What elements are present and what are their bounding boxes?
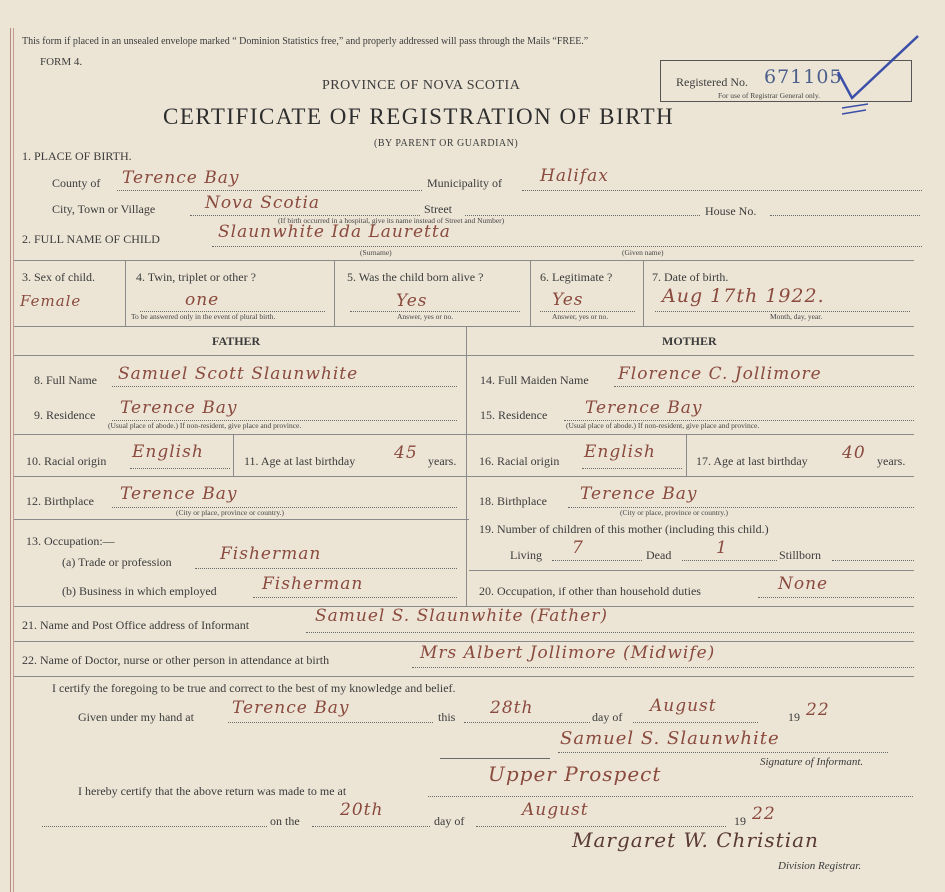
legitimate-value: Yes: [552, 290, 584, 310]
dead-label: Dead: [646, 548, 672, 562]
doctor-label: 22. Name of Doctor, nurse or other person in attendance at birth: [22, 653, 330, 667]
dead-value: 1: [716, 538, 728, 558]
county-label: County of: [52, 176, 101, 190]
rule: [14, 519, 469, 520]
sex-label: 3. Sex of child.: [22, 270, 95, 284]
mother-age-label: 17. Age at last birthday: [696, 454, 808, 468]
business-line: [253, 597, 457, 598]
registrar-caption: Division Registrar.: [778, 860, 862, 872]
alive-value: Yes: [396, 291, 428, 311]
page-subtitle: (BY PARENT OR GUARDIAN): [374, 138, 519, 149]
signature-caption: Signature of Informant.: [760, 756, 864, 768]
father-years: years.: [428, 454, 457, 468]
street-note: (If birth occurred in a hospital, give its name instead of Street and Number): [278, 216, 505, 225]
municipality-label: Municipality of: [427, 176, 502, 190]
municipality-value: Halifax: [540, 166, 609, 186]
day-line: [464, 722, 590, 723]
dob-label: 7. Date of birth.: [652, 270, 729, 284]
registrar-month-line: [476, 826, 726, 827]
informant-label: 21. Name and Post Office address of Informant: [22, 618, 250, 632]
mother-racial-line: [582, 468, 682, 469]
informant-value: Samuel S. Slaunwhite (Father): [315, 606, 608, 626]
father-name-value: Samuel Scott Slaunwhite: [118, 364, 359, 384]
informant-signature: Samuel S. Slaunwhite: [560, 728, 780, 749]
surname-note: (Surname): [360, 248, 392, 257]
living-label: Living: [510, 548, 542, 562]
registrar-month: August: [522, 800, 589, 820]
father-birthplace-value: Terence Bay: [120, 484, 238, 504]
city-value: Nova Scotia: [205, 193, 321, 213]
margin-line: [10, 28, 11, 892]
alive-note: Answer, yes or no.: [397, 312, 454, 321]
father-residence-value: Terence Bay: [120, 398, 238, 418]
form-number: FORM 4.: [40, 56, 83, 68]
registrar-signature: Margaret W. Christian: [572, 828, 819, 852]
informant-line: [306, 632, 914, 633]
stillborn-label: Stillborn: [779, 548, 822, 562]
house-line: [770, 215, 920, 216]
rule: [14, 434, 914, 435]
rule: [643, 260, 644, 326]
mother-birthplace-label: 18. Birthplace: [479, 494, 547, 508]
check-mark-icon: [830, 30, 925, 120]
father-age-label: 11. Age at last birthday: [244, 454, 356, 468]
mother-racial-value: English: [584, 442, 656, 462]
registrar-day: 20th: [340, 800, 384, 820]
city-label: City, Town or Village: [52, 202, 156, 216]
doctor-line: [412, 667, 914, 668]
dob-value: Aug 17th 1922.: [662, 285, 825, 307]
given-place-line: [228, 722, 433, 723]
registrar-year: 22: [752, 804, 776, 824]
postal-notice: This form if placed in an unsealed envelope marked “ Dominion Statistics free,” and properly addressed will pass through the Mails “FREE.”: [22, 36, 589, 47]
father-racial-value: English: [132, 442, 204, 462]
given-month: August: [650, 696, 717, 716]
rule: [14, 676, 914, 677]
father-residence-note: (Usual place of abode.) If non-resident, give place and province.: [108, 421, 302, 430]
rule: [14, 476, 914, 477]
stillborn-line: [832, 560, 914, 561]
doctor-value: Mrs Albert Jollimore (Midwife): [420, 643, 716, 663]
rule: [530, 260, 531, 326]
mother-occupation-line: [758, 597, 914, 598]
father-birthplace-note: (City or place, province or country.): [176, 508, 285, 517]
municipality-line: [522, 190, 922, 191]
rule: [14, 641, 914, 642]
mother-heading: MOTHER: [662, 334, 717, 348]
father-racial-label: 10. Racial origin: [26, 454, 107, 468]
county-value: Terence Bay: [122, 168, 240, 188]
alive-label: 5. Was the child born alive ?: [347, 270, 484, 284]
registrar-place-line: [428, 796, 913, 797]
margin-line: [13, 28, 14, 892]
on-the-label: on the: [270, 814, 300, 828]
mother-residence-label: 15. Residence: [480, 408, 548, 422]
registrar-day-line: [312, 826, 430, 827]
child-name-label: 2. FULL NAME OF CHILD: [22, 232, 160, 246]
rule: [125, 260, 126, 326]
mother-years: years.: [877, 454, 906, 468]
given-place-value: Terence Bay: [232, 698, 350, 718]
mother-age-value: 40: [842, 443, 866, 463]
page-title: CERTIFICATE OF REGISTRATION OF BIRTH: [163, 104, 675, 129]
business-label: (b) Business in which employed: [62, 584, 217, 598]
father-name-line: [112, 386, 457, 387]
legitimate-label: 6. Legitimate ?: [540, 270, 613, 284]
this-label: this: [438, 710, 456, 724]
father-birthplace-label: 12. Birthplace: [26, 494, 94, 508]
rule: [440, 758, 550, 759]
legitimate-note: Answer, yes or no.: [552, 312, 609, 321]
trade-value: Fisherman: [220, 544, 322, 564]
father-age-value: 45: [394, 443, 418, 463]
twin-value: one: [185, 290, 220, 310]
mother-name-line: [614, 386, 914, 387]
street-label: Street: [424, 202, 452, 216]
registered-note: For use of Registrar General only.: [718, 91, 820, 100]
father-residence-label: 9. Residence: [34, 408, 96, 422]
registrar-day-of-label: day of: [434, 814, 465, 828]
rule: [233, 434, 234, 476]
registrar-label: I hereby certify that the above return was made to me at: [78, 784, 347, 798]
rule: [686, 434, 687, 476]
mother-residence-note: (Usual place of abode.) If non-resident, give place and province.: [566, 421, 760, 430]
business-value: Fisherman: [262, 574, 364, 594]
day-of-label: day of: [592, 710, 623, 724]
living-line: [552, 560, 642, 561]
dead-line: [682, 560, 777, 561]
child-name-line: [212, 246, 922, 247]
dob-note: Month, day, year.: [770, 312, 823, 321]
registrar-blank-line: [42, 826, 267, 827]
signature-line: [558, 752, 888, 753]
given-year: 22: [806, 700, 830, 720]
province-heading: PROVINCE OF NOVA SCOTIA: [322, 78, 521, 93]
mother-birthplace-value: Terence Bay: [580, 484, 698, 504]
county-line: [117, 190, 422, 191]
mother-residence-value: Terence Bay: [585, 398, 703, 418]
trade-line: [195, 568, 457, 569]
children-label: 19. Number of children of this mother (including this child.): [479, 522, 769, 536]
mother-racial-label: 16. Racial origin: [479, 454, 560, 468]
certify-text: I certify the foregoing to be true and correct to the best of my knowledge and belief.: [52, 681, 456, 695]
twin-label: 4. Twin, triplet or other ?: [136, 270, 256, 284]
rule: [334, 260, 335, 326]
place-of-birth-heading: 1. PLACE OF BIRTH.: [22, 149, 132, 163]
rule: [14, 355, 914, 356]
living-value: 7: [572, 538, 584, 558]
rule: [466, 326, 467, 606]
registrar-place: Upper Prospect: [488, 762, 662, 786]
rule: [469, 570, 914, 571]
month-line: [633, 722, 758, 723]
child-name-value: Slaunwhite Ida Lauretta: [218, 222, 451, 242]
registered-number: 671105: [764, 66, 843, 88]
mother-occupation-label: 20. Occupation, if other than household duties: [479, 584, 701, 598]
trade-label: (a) Trade or profession: [62, 555, 172, 569]
given-label: Given under my hand at: [78, 710, 194, 724]
rule: [14, 326, 914, 327]
registered-label: Registered No.: [676, 75, 748, 89]
mother-occupation-value: None: [778, 574, 829, 594]
twin-note: To be answered only in the event of plural birth.: [131, 312, 276, 321]
year-prefix: 19: [788, 710, 800, 724]
house-label: House No.: [705, 204, 757, 218]
rule: [14, 260, 914, 261]
father-racial-line: [130, 468, 230, 469]
father-name-label: 8. Full Name: [34, 373, 97, 387]
mother-name-value: Florence C. Jollimore: [618, 364, 822, 384]
father-heading: FATHER: [212, 334, 261, 348]
given-name-note: (Given name): [622, 248, 664, 257]
mother-birthplace-note: (City or place, province or country.): [620, 508, 729, 517]
occupation-label: 13. Occupation:—: [26, 534, 115, 548]
registrar-year-prefix: 19: [734, 814, 746, 828]
father-birthplace-line: [112, 507, 457, 508]
given-day: 28th: [490, 698, 534, 718]
mother-name-label: 14. Full Maiden Name: [480, 373, 589, 387]
sex-value: Female: [20, 292, 82, 310]
